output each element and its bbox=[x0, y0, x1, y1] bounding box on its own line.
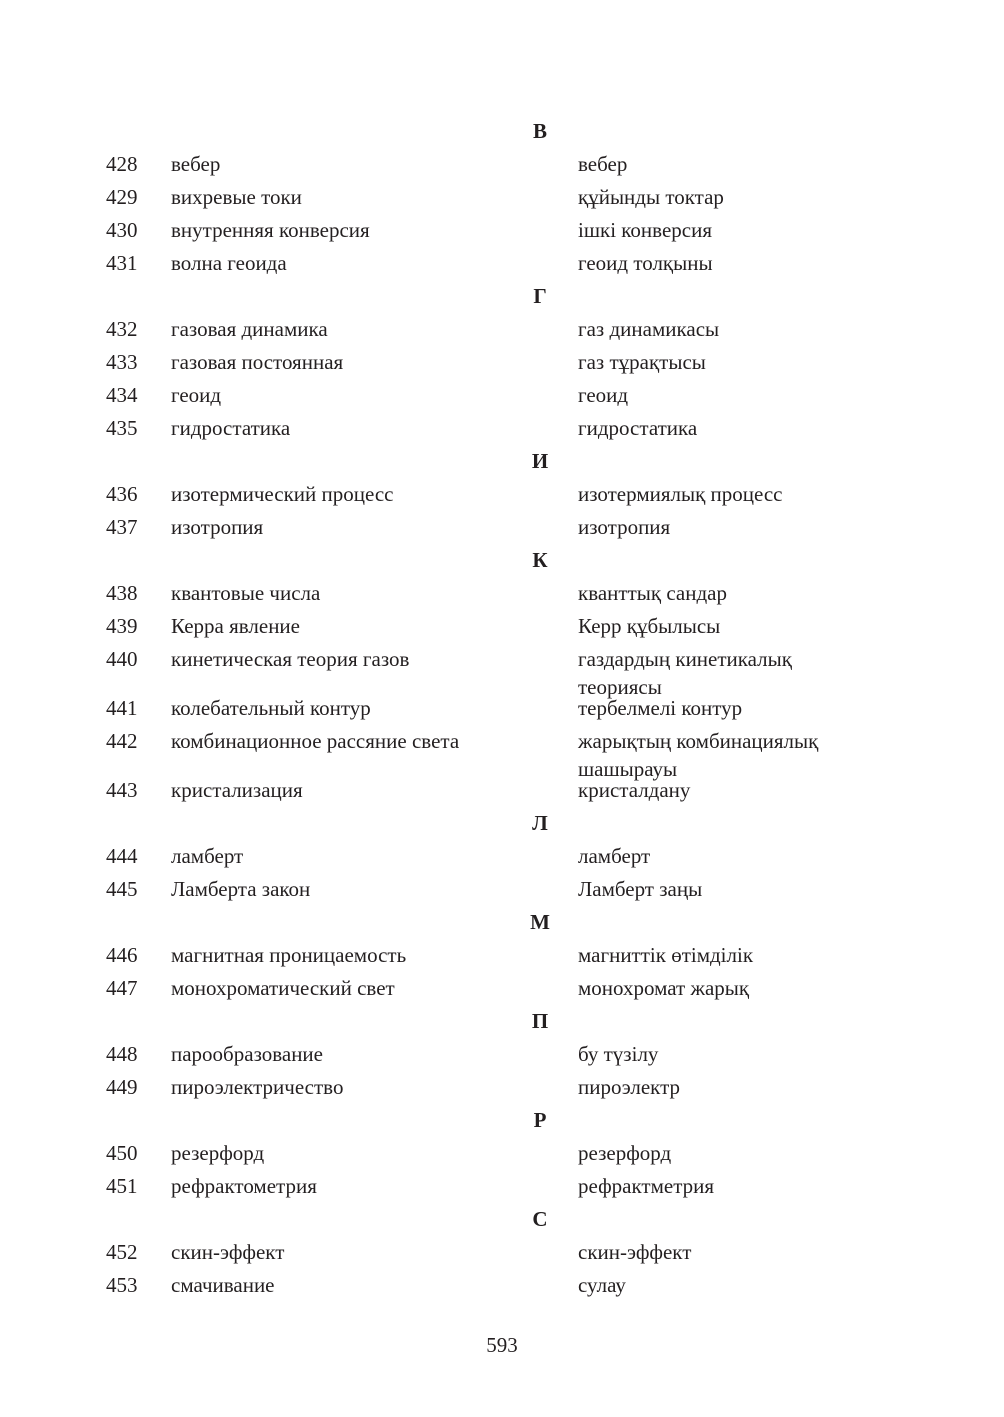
term-row bbox=[0, 774, 1004, 807]
term-russian: изотермический процесс bbox=[171, 482, 394, 506]
term-russian: монохроматический свет bbox=[171, 976, 395, 1000]
term-kazakh: резерфорд bbox=[578, 1141, 672, 1165]
term-kazakh: гидростатика bbox=[578, 416, 698, 440]
section-letter: В bbox=[532, 119, 547, 143]
term-number: 445 bbox=[106, 877, 138, 901]
term-kazakh: геоид толқыны bbox=[578, 251, 713, 275]
term-russian: геоид bbox=[171, 383, 222, 407]
term-number: 448 bbox=[106, 1042, 138, 1066]
term-row bbox=[0, 577, 1004, 610]
term-russian: ламберт bbox=[171, 844, 244, 868]
term-russian: волна геоида bbox=[171, 251, 287, 275]
section-letter: Р bbox=[533, 1108, 547, 1132]
term-number: 440 bbox=[106, 647, 138, 671]
term-row bbox=[0, 1071, 1004, 1104]
term-row bbox=[0, 939, 1004, 972]
term-number: 443 bbox=[106, 778, 138, 802]
term-row bbox=[0, 610, 1004, 643]
term-russian: Ламберта закон bbox=[171, 877, 311, 901]
term-number: 432 bbox=[106, 317, 138, 341]
term-russian: вихревые токи bbox=[171, 185, 302, 209]
term-row bbox=[0, 873, 1004, 906]
term-row bbox=[0, 840, 1004, 873]
term-row bbox=[0, 247, 1004, 280]
term-kazakh: Керр құбылысы bbox=[578, 614, 721, 638]
term-kazakh: скин-эффект bbox=[578, 1240, 692, 1264]
term-kazakh: тербелмелі контур bbox=[578, 696, 743, 720]
term-kazakh: бу түзілу bbox=[578, 1042, 659, 1066]
term-russian: газовая динамика bbox=[171, 317, 328, 341]
term-russian: рефрактометрия bbox=[171, 1174, 317, 1198]
term-number: 442 bbox=[106, 729, 138, 753]
term-kazakh: пироэлектр bbox=[578, 1075, 681, 1099]
term-row bbox=[0, 214, 1004, 247]
term-number: 451 bbox=[106, 1174, 138, 1198]
term-row bbox=[0, 181, 1004, 214]
term-kazakh: газ динамикасы bbox=[578, 317, 720, 341]
term-number: 431 bbox=[106, 251, 138, 275]
term-row bbox=[0, 1236, 1004, 1269]
term-kazakh: кристалдану bbox=[578, 778, 691, 802]
term-russian: колебательный контур bbox=[171, 696, 371, 720]
term-russian: кинетическая теория газов bbox=[171, 647, 410, 671]
term-row bbox=[0, 1137, 1004, 1170]
term-russian: внутренняя конверсия bbox=[171, 218, 370, 242]
term-kazakh: құйынды токтар bbox=[578, 185, 724, 209]
term-number: 434 bbox=[106, 383, 138, 407]
term-number: 436 bbox=[106, 482, 138, 506]
term-kazakh: кванттық сандар bbox=[578, 581, 727, 605]
term-kazakh: ішкі конверсия bbox=[578, 218, 712, 242]
term-russian: кристализация bbox=[171, 778, 303, 802]
term-row bbox=[0, 511, 1004, 544]
term-kazakh: вебер bbox=[578, 152, 628, 176]
term-row bbox=[0, 313, 1004, 346]
term-number: 428 bbox=[106, 152, 138, 176]
term-row bbox=[0, 379, 1004, 412]
term-kazakh: изотропия bbox=[578, 515, 671, 539]
term-number: 441 bbox=[106, 696, 138, 720]
term-number: 430 bbox=[106, 218, 138, 242]
term-kazakh: геоид bbox=[578, 383, 629, 407]
term-number: 449 bbox=[106, 1075, 138, 1099]
term-row bbox=[0, 1269, 1004, 1302]
term-kazakh: магниттік өтімділік bbox=[578, 943, 754, 967]
term-row bbox=[0, 643, 1004, 699]
term-row bbox=[0, 972, 1004, 1005]
term-russian: вебер bbox=[171, 152, 221, 176]
term-russian: Керра явление bbox=[171, 614, 300, 638]
term-number: 438 bbox=[106, 581, 138, 605]
term-kazakh: Ламберт заңы bbox=[578, 877, 703, 901]
term-russian: смачивание bbox=[171, 1273, 275, 1297]
glossary-list bbox=[0, 115, 1004, 1302]
term-russian: парообразование bbox=[171, 1042, 323, 1066]
term-russian: газовая постоянная bbox=[171, 350, 344, 374]
term-kazakh: сулау bbox=[578, 1273, 626, 1297]
term-russian: комбинационное рассяние света bbox=[171, 729, 460, 753]
term-number: 452 bbox=[106, 1240, 138, 1264]
term-row bbox=[0, 1038, 1004, 1071]
term-russian: пироэлектричество bbox=[171, 1075, 344, 1099]
term-number: 444 bbox=[106, 844, 138, 868]
term-kazakh: жарықтың комбинациялық шашырауы bbox=[578, 729, 819, 781]
section-letter: Г bbox=[533, 284, 547, 308]
section-letter: П bbox=[531, 1009, 549, 1033]
term-russian: резерфорд bbox=[171, 1141, 265, 1165]
term-row bbox=[0, 1170, 1004, 1203]
term-kazakh: газ тұрақтысы bbox=[578, 350, 706, 374]
term-number: 450 bbox=[106, 1141, 138, 1165]
term-russian: магнитная проницаемость bbox=[171, 943, 407, 967]
term-number: 429 bbox=[106, 185, 138, 209]
section-letter: К bbox=[532, 548, 548, 572]
term-number: 435 bbox=[106, 416, 138, 440]
term-russian: гидростатика bbox=[171, 416, 291, 440]
term-row bbox=[0, 346, 1004, 379]
section-letter: М bbox=[530, 910, 550, 934]
term-kazakh: рефрактметрия bbox=[578, 1174, 715, 1198]
term-kazakh: газдардың кинетикалық теориясы bbox=[578, 647, 792, 699]
term-number: 446 bbox=[106, 943, 138, 967]
term-row bbox=[0, 148, 1004, 181]
term-number: 437 bbox=[106, 515, 138, 539]
term-row bbox=[0, 478, 1004, 511]
section-letter: Л bbox=[532, 811, 548, 835]
term-row bbox=[0, 692, 1004, 725]
term-number: 447 bbox=[106, 976, 138, 1000]
page-number: 593 bbox=[486, 1333, 518, 1357]
term-number: 433 bbox=[106, 350, 138, 374]
term-kazakh: монохромат жарық bbox=[578, 976, 750, 1000]
term-russian: изотропия bbox=[171, 515, 264, 539]
term-russian: квантовые числа bbox=[171, 581, 321, 605]
term-kazakh: ламберт bbox=[578, 844, 651, 868]
term-number: 439 bbox=[106, 614, 138, 638]
term-row bbox=[0, 725, 1004, 781]
term-row bbox=[0, 412, 1004, 445]
term-kazakh: изотермиялық процесс bbox=[578, 482, 783, 506]
term-russian: скин-эффект bbox=[171, 1240, 285, 1264]
section-letter: С bbox=[532, 1207, 548, 1231]
term-number: 453 bbox=[106, 1273, 138, 1297]
section-letter: И bbox=[531, 449, 549, 473]
